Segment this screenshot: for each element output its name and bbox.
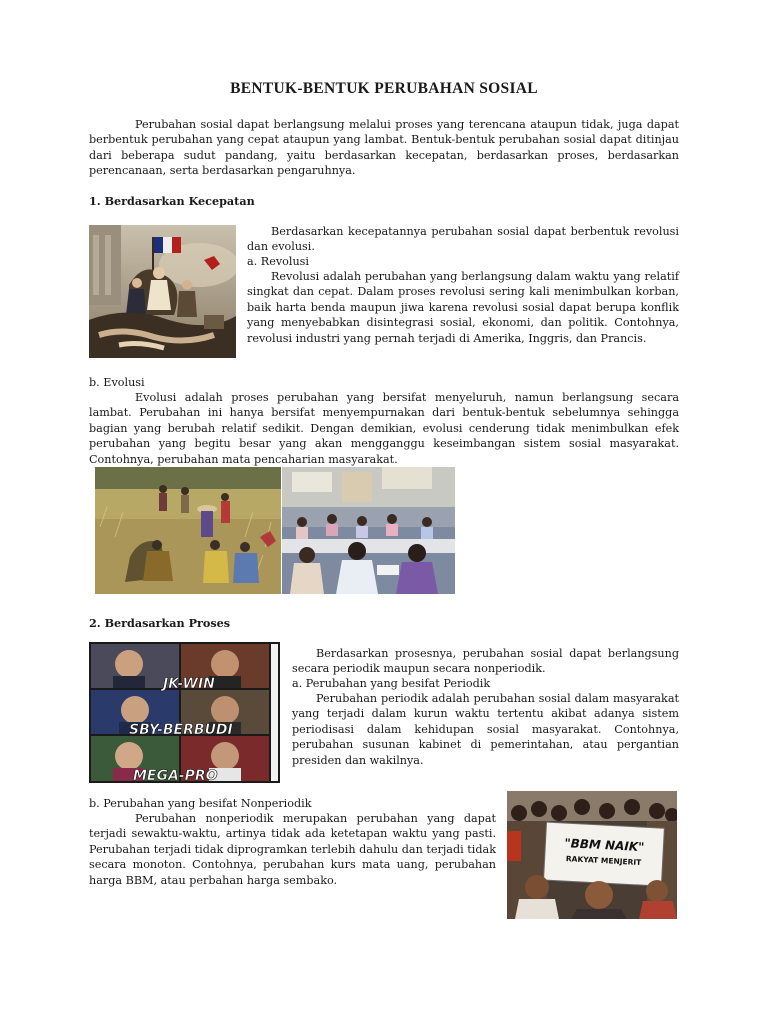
page-title: BENTUK-BENTUK PERUBAHAN SOSIAL (230, 80, 538, 97)
section2-lead: Berdasarkan prosesnya, perubahan sosial dapat berlangsung secara periodik maupun secara nonperiodik. (292, 647, 679, 676)
evolusi-subheading: b. Evolusi (89, 376, 145, 389)
revolusi-subheading: a. Revolusi (247, 255, 309, 268)
farmers-field-image (95, 467, 281, 594)
caption-mega-pro: MEGA-PRO (133, 768, 218, 783)
politicians-collage-illustration (89, 642, 280, 783)
section1-lead: Berdasarkan kecepatannya perubahan sosial dapat berbentuk revolusi dan evolusi. (247, 225, 679, 254)
factory-workers-illustration (282, 467, 455, 594)
periodik-subheading: a. Perubahan yang besifat Periodik (292, 677, 491, 690)
caption-sby-berbudi: SBY-BERBUDI (129, 722, 233, 738)
protest-sign-text: "BBM NAIK" (564, 836, 645, 855)
section-heading-kecepatan: 1. Berdasarkan Kecepatan (89, 194, 255, 208)
periodik-paragraph: Perubahan periodik adalah perubahan sosial dalam masyarakat yang terjadi dalam kurun waktu tertentu akibat adanya sistem periodisasi dalam kehidupan sosial masyarakat. Contohnya, perubahan susunan kabinet di pemerintahan, atau pergantian presiden dan wakilnya. (292, 692, 679, 767)
factory-workers-image (282, 467, 455, 594)
revolusi-paragraph: Revolusi adalah perubahan yang berlangsung dalam waktu yang relatif singkat dan cepat. Dalam proses revolusi sering kali menimbulkan korban, baik harta benda maupun jiwa karena revolusi sosial dapat berupa konflik yang menyebabkan disintegrasi sosial, ekonomi, dan politik. Contohnya, revolusi industri yang pernah terjadi di Amerika, Inggris, dan Prancis. (247, 270, 679, 345)
nonperiodik-subheading: b. Perubahan yang besifat Nonperiodik (89, 797, 312, 810)
revolution-painting-image (89, 225, 236, 358)
bbm-protest-image (507, 791, 677, 919)
farmers-field-illustration (95, 467, 281, 594)
caption-jk-win: JK-WIN (163, 676, 215, 692)
protest-sign-subtext: RAKYAT MENJERIT (565, 854, 642, 868)
politicians-collage-image (89, 642, 280, 783)
section-heading-proses: 2. Berdasarkan Proses (89, 616, 231, 630)
nonperiodik-paragraph: Perubahan nonperiodik merupakan perubahan yang dapat terjadi sewaktu-waktu, artinya tidak ada ketetapan waktu yang pasti. Perubahan terjadi tidak diprogramkan terlebih dahulu dan terjadi tidak secara monoton. Contohnya, perubahan kurs mata uang, perubahan harga BBM, atau perbahan harga sembako. (89, 812, 496, 887)
revolution-painting-illustration (89, 225, 236, 358)
intro-paragraph: Perubahan sosial dapat berlangsung melalui proses yang terencana ataupun tidak, juga dapat berbentuk perubahan yang cepat ataupun yang lambat. Bentuk-bentuk perubahan sosial dapat ditinjau dari beberapa sudut pandang, yaitu berdasarkan kecepatan, berdasarkan proses, berdasarkan perencanaan, serta berdasarkan pengaruhnya. (89, 118, 679, 178)
evolusi-paragraph: Evolusi adalah proses perubahan yang bersifat menyeluruh, namun berlangsung secara lambat. Perubahan ini hanya bersifat menyempurnakan dari bentuk-bentuk sebelumnya sehingga bagian yang berubah relatif sedikit. Dengan demikian, evolusi cenderung tidak menimbulkan efek perubahan yang begitu besar yang akan mengganggu keseimbangan sistem sosial masyarakat. Contohnya, perubahan mata pencaharian masyarakat. (89, 391, 679, 466)
bbm-protest-illustration (507, 791, 677, 919)
